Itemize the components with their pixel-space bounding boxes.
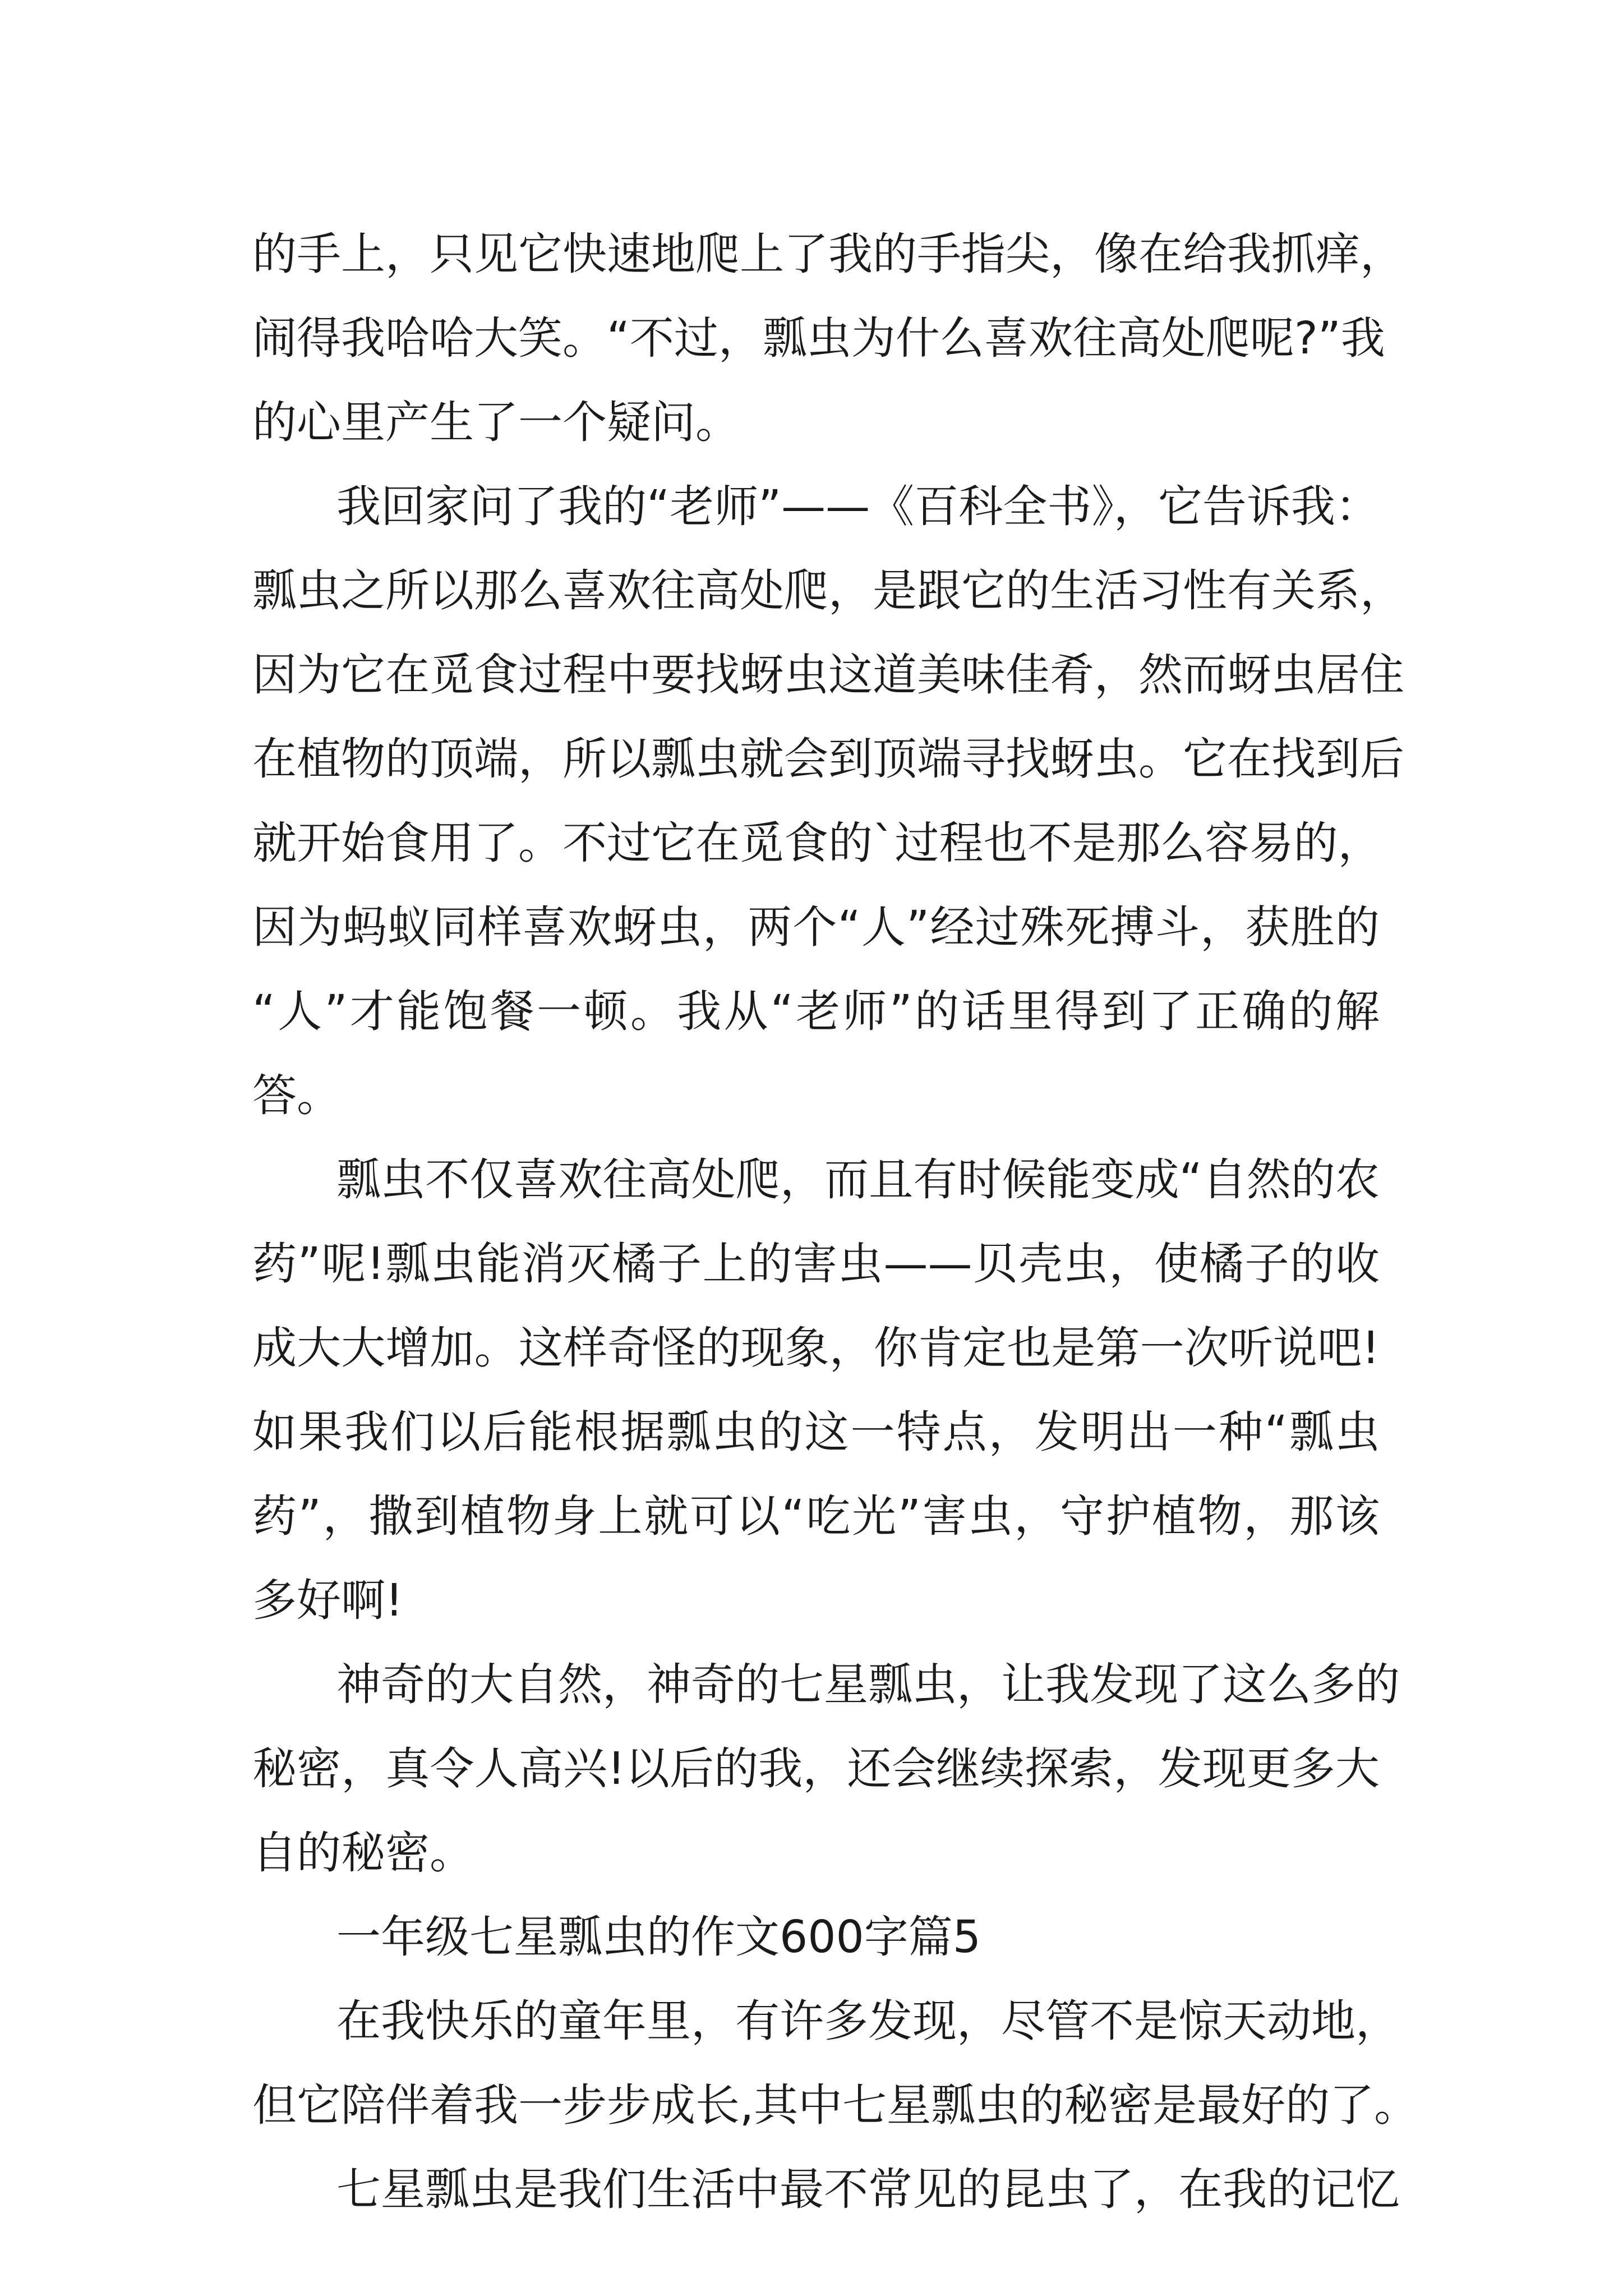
paragraph-5-line-2: 但它陪伴着我一步步成长,其中七星瓢虫的秘密是最好的了。 bbox=[252, 2079, 1419, 2131]
paragraph-1-line-1: 的手上，只见它快速地爬上了我的手指尖，像在给我抓痒， bbox=[252, 228, 1404, 280]
paragraph-3-line-6: 多好啊! bbox=[252, 1575, 403, 1626]
paragraph-2-line-5: 就开始食用了。不过它在觅食的`过程也不是那么容易的， bbox=[252, 817, 1382, 869]
paragraph-2-line-3: 因为它在觅食过程中要找蚜虫这道美味佳肴，然而蚜虫居住 bbox=[252, 649, 1404, 701]
paragraph-6-line-1: 七星瓢虫是我们生活中最不常见的昆虫了，在我的记忆 bbox=[336, 2164, 1400, 2215]
section-heading: 一年级七星瓢虫的作文600字篇5 bbox=[336, 1911, 981, 1963]
paragraph-2-line-1: 我回家问了我的“老师”——《百科全书》，它告诉我： bbox=[336, 481, 1380, 532]
paragraph-2-line-6: 因为蚂蚁同样喜欢蚜虫，两个“人”经过殊死搏斗，获胜的 bbox=[252, 901, 1380, 953]
paragraph-4-line-2: 秘密，真令人高兴!以后的我，还会继续探索，发现更多大 bbox=[252, 1743, 1380, 1795]
paragraph-2-line-4: 在植物的顶端，所以瓢虫就会到顶端寻找蚜虫。它在找到后 bbox=[252, 733, 1404, 785]
paragraph-4-line-1: 神奇的大自然，神奇的七星瓢虫，让我发现了这么多的 bbox=[336, 1659, 1400, 1710]
paragraph-2-line-8: 答。 bbox=[252, 1070, 341, 1121]
paragraph-4-line-3: 自的秘密。 bbox=[252, 1827, 474, 1879]
paragraph-3-line-3: 成大大增加。这样奇怪的现象，你肯定也是第一次听说吧! bbox=[252, 1322, 1380, 1374]
paragraph-1-line-2: 闹得我哈哈大笑。“不过，瓢虫为什么喜欢往高处爬呢?”我 bbox=[252, 312, 1385, 364]
paragraph-1-line-3: 的心里产生了一个疑问。 bbox=[252, 397, 740, 448]
paragraph-5-line-1: 在我快乐的童年里，有许多发现，尽管不是惊天动地， bbox=[336, 1995, 1400, 2047]
paragraph-2-line-2: 瓢虫之所以那么喜欢往高处爬，是跟它的生活习性有关系， bbox=[252, 565, 1404, 616]
paragraph-3-line-5: 药”，撒到植物身上就可以“吃光”害虫，守护植物，那该 bbox=[252, 1490, 1380, 1542]
paragraph-2-line-7: “人”才能饱餐一顿。我从“老师”的话里得到了正确的解 bbox=[252, 986, 1380, 1037]
paragraph-3-line-2: 药”呢!瓢虫能消灭橘子上的害虫——贝壳虫，使橘子的收 bbox=[252, 1238, 1380, 1290]
paragraph-3-line-4: 如果我们以后能根据瓢虫的这一特点，发明出一种“瓢虫 bbox=[252, 1406, 1380, 1458]
paragraph-3-line-1: 瓢虫不仅喜欢往高处爬，而且有时候能变成“自然的农 bbox=[336, 1154, 1380, 1205]
